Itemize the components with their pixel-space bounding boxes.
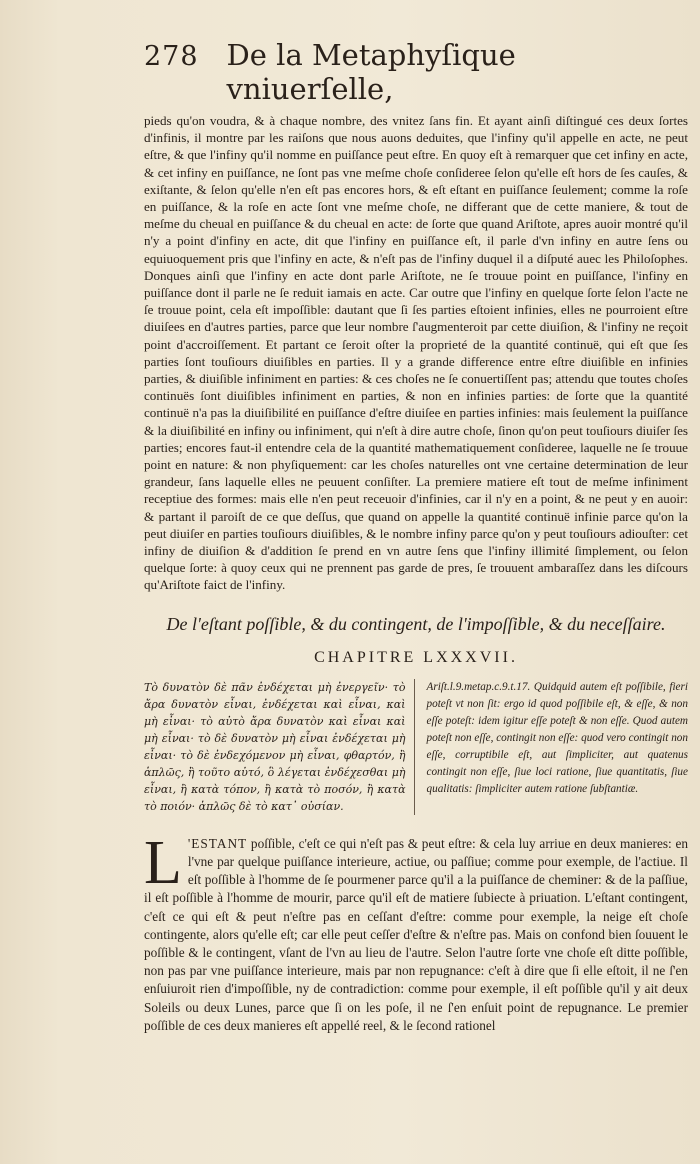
main-text-block: [144, 112, 688, 594]
greek-quotation: Τὸ δυνατὸν δὲ πᾶν ἐνδέχεται μὴ ἐνεργεῖν· τὸ ἄρα δυνατὸν εἶναι, ἐνδέχεται καὶ εἶναι, καὶ μὴ εἶναι· τὸ αὐτὸ ἄρα δυνατὸν καὶ εἶναι καὶ μὴ εἶναι· τὸ δὲ δυνατὸν μὴ εἶναι ἐνδέχεται μὴ εἶναι· τὸ δὲ ἐνδεχόμενον μὴ εἶναι, φθαρτόν, ἢ ἁπλῶς, ἢ τοῦτο αὐτό, ὃ λέγεται ἐνδέχεσθαι μὴ εἶναι, ἢ κατὰ τόπον, ἢ κατὰ τὸ ποσόν, ἢ κατὰ τὸ ποιόν· ἁπλῶς δὲ τὸ κατ᾽ οὐσίαν.: [144, 679, 415, 815]
latin-translation: Ariſt.l.9.metap.c.9.t.17. Quidquid autem eſt poſſibile, fieri poteſt vt non ſit: ergo id quod poſſibile eſt, & eſſe, & non eſſe poteſt: idem igitur eſſe poteſt & non eſſe. Quod autem poteſt non eſſe, contingit non eſſe: quod vero contingit non eſſe, corruptibile eſt, aut ſimpliciter, aut quatenus contingit non eſſe, ſiue loci ratione, ſiue quantitatis, ſiue qualitatis: ſimpliciter autem ratione ſubſtantiæ.: [426, 680, 688, 795]
opening-text: poſſible, c'eſt ce qui n'eſt pas & peut eſtre: & cela luy arriue en deux manieres: en l'vne par quelque puiſſance interieure, actiue, ou paſſiue; comme pour exemple, de l'actiue. Il eſt poſſible à l'homme de ſe pourmener parce qu'il a la puiſſance de cheminer: & de la paſſiue, il eſt poſſible à l'homme de mourir, parce qu'il eſt de matiere ſubiecte à priuation. L'eſtant contingent, c'eſt ce qui eſt & peut n'eſtre pas en ceſſant d'eſtre: comme pour exemple, la neige eſt choſe contingente, alors qu'elle eſt; car elle peut ceſſer d'eſtre & n'eſtre pas. Mais on confond bien ſouuent le poſſible & le contingent, vſant de l'vn au lieu de l'autre. Selon l'autre ſorte vne choſe eſt ditte poſſible, non pas par vne puiſſance interieure, mais par non repugnance: c'eſt à dire que ſi elle eſtoit, il ne ſ'en enſuiuroit rien d'impoſſible, ny de contradiction: comme pour exemple, il eſt poſſible qu'il y ait deux Soleils ou deux Lunes, parce que ſi on les poſe, il ne ſ'en enſuit point de repugnance. Le premier poſſible de ces deux manieres eſt appellé reel, & le ſecond rationel: [144, 835, 688, 1033]
page-number: 278: [144, 41, 199, 72]
chapter-opening-paragraph: [144, 828, 688, 1035]
body-paragraph: pieds qu'on voudra, & à chaque nombre, des vnitez ſans fin. Et ayant ainſi diſtingué ces deux ſortes d'infinis, il montre par les raiſons que nous auons deduites, que l'infiny qu'il appelle en acte, ne peut eſtre, & que l'infiny qu'il nomme en puiſſance peut eſtre. En quoy eſt à remarquer que cet infiny en acte, & cet infiny en puiſſance, ne ſont pas vne meſme choſe conſideree ſelon qu'elle eſt hors de ſes cauſes, & exiſtante, & ſelon qu'elle n'en eſt pas encores hors, & eſt eſtant en puiſſance ſeulement; comme la roſe en puiſſance, & la roſe en acte ſont vne meſme choſe, ne differant que de cette maniere, & tout de meſme du cheual en puiſſance & du cheual en acte: de ſorte que quand Ariſtote, apres auoir montré qu'il n'y a point d'infiny en acte, dit que l'infiny en puiſſance eſt, il parle d'vn infiny en autre ſens ou equiuoquement pris que l'infiny en acte, & n'eſt pas de l'infiny duquel il a diſputé auec les Philoſophes. Donques ainſi que l'infiny en acte dont parle Ariſtote, ne ſe trouue point en puiſſance, l'infiny en puiſſance dont il parle ne ſe reduit iamais en acte. Car outre que l'infiny en quelque ſorte ſelon l'acte ne ſe trouue point, cela eſt impoſſible: dautant que ſi ſes parties eſtoient infinies, elles ne pourroient eſtre diuiſees en d'autres parties, parce que leur nombre ſ'augmenteroit par cette diuiſion, & l'infiny ne reçoit point d'accroiſſement. Et partant ce ſeroit oſter la proprieté de la quantité continuë, qui eſt que ſes parties ſont touſiours diuiſibles en parties. Il y a grande difference entre eſtre diuiſible en infinies parties, & diuiſible infiniment en parties: & ces choſes ne ſe conuertiſſent pas; attendu que toutes choſes continuës ſont diuiſibles infiniment en parties, & non en infinies parties: de ſorte que la quantité continuë n'a pas la diuiſibilité en puiſſance d'eſtre diuiſee en parties infinies: mais ſeulement la puiſſance & la diuiſibilité en infiny ou infiniment, qui n'eſt à dire autre choſe, ſinon qu'on peut touſiours diuiſer ſes parties; encores faut-il entendre cela de la quantité mathematiquement conſideree, laquelle ne ſe trouue point en nature: & non phyſiquement: car les choſes naturelles ont vne certaine determination de leur grandeur, ſans laquelle elles ne peuuent conſiſter. La premiere matiere eſt tout de meſme infiniment receptiue des formes: mais elle n'en peut receuoir d'infinies, car il n'y en a point, & ne peut y en auoir: & partant il paroiſt de ce que deſſus, que quand on appelle la quantité continuë infinie parce qu'on la peut diuiſer en parties touſiours diuiſibles, & le nombre infiny parce qu'on y peut touſiours adiouſter: cet infiny de diuiſion & d'addition ſe prend en vn autre ſens que l'infiny illimité ſimplement, ou ſelon quelque ſorte: à quoy ceux qui ne prennent pas garde de pres, ſe trouuent ambaraſſez dans les diſcours qu'Ariſtote faict de l'infiny.: [144, 113, 688, 593]
section-title: De l'eſtant poſſible, & du contingent, de l'impoſſible, & du neceſſaire.: [166, 613, 666, 634]
page-header: [144, 38, 688, 106]
opening-smallcaps: 'ESTANT: [187, 835, 248, 851]
chapter-heading: CHAPITRE LXXXVII.: [314, 648, 518, 666]
running-title: De la Metaphyſique vniuerſelle,: [226, 38, 516, 106]
drop-cap: L: [144, 828, 182, 897]
citation-columns: [144, 679, 688, 815]
